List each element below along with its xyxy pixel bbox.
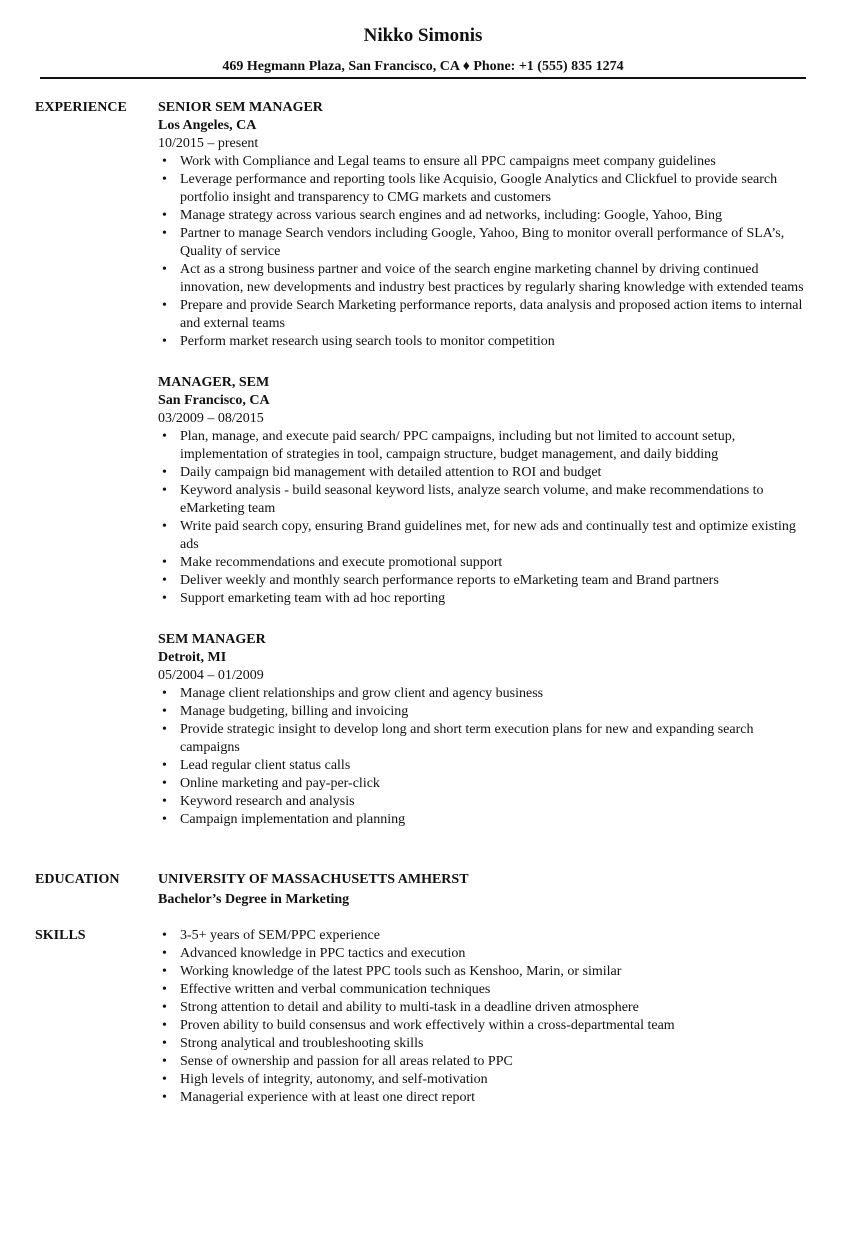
skills-heading: SKILLS [35,928,86,943]
bullet-item: • Daily campaign bid management with detailed attention to ROI and budget [158,464,808,482]
bullet-item: • Make recommendations and execute promotional support [158,554,808,572]
bullet-item: • Keyword research and analysis [158,793,808,811]
skill-item: • Working knowledge of the latest PPC tools such as Kenshoo, Marin, or similar [158,963,808,981]
job-dates: 03/2009 – 08/2015 [158,411,264,426]
job-location: Los Angeles, CA [158,118,257,133]
education-heading: EDUCATION [35,872,120,887]
skill-item: • Sense of ownership and passion for all areas related to PPC [158,1053,808,1071]
bullet-item: • Perform market research using search tools to monitor competition [158,333,808,351]
job-entry [158,631,808,829]
experience-heading: EXPERIENCE [35,100,127,115]
bullet-item: • Provide strategic insight to develop long and short term execution plans for new and expanding search campaigns [158,721,808,757]
job-title: MANAGER, SEM [158,375,270,390]
job-bullets [158,153,808,351]
bullet-item: • Partner to manage Search vendors including Google, Yahoo, Bing to monitor overall performance of SLA’s, Quality of service [158,225,808,261]
skill-item: • Managerial experience with at least one direct report [158,1089,808,1107]
job-dates: 10/2015 – present [158,136,259,151]
skill-item: • High levels of integrity, autonomy, and self-motivation [158,1071,808,1089]
job-title: SEM MANAGER [158,632,266,647]
job-entry [158,374,808,608]
bullet-item: • Keyword analysis - build seasonal keyword lists, analyze search volume, and make recommendations to eMarketing team [158,482,808,518]
bullet-item: • Manage strategy across various search engines and ad networks, including: Google, Yahoo, Bing [158,207,808,225]
bullet-item: • Write paid search copy, ensuring Brand guidelines met, for new ads and continually test and optimize existing ads [158,518,808,554]
bullet-item: • Act as a strong business partner and voice of the search engine marketing channel by driving continued innovation, new developments and industry best practices by regularly sharing knowledge with extended teams [158,261,808,297]
job-bullets [158,685,808,829]
job-location: Detroit, MI [158,650,227,665]
bullet-item: • Prepare and provide Search Marketing performance reports, data analysis and proposed action items to internal and external teams [158,297,808,333]
bullet-item: • Leverage performance and reporting tools like Acquisio, Google Analytics and Clickfuel to provide search portfolio insight and transparency to CMG markets and customers [158,171,808,207]
job-entry [158,99,808,351]
education-body [158,871,808,909]
bullet-item: • Deliver weekly and monthly search performance reports to eMarketing team and Brand partners [158,572,808,590]
experience-body [158,99,808,829]
bullet-item: • Support emarketing team with ad hoc reporting [158,590,808,608]
degree: Bachelor’s Degree in Marketing [158,892,350,907]
bullet-item: • Work with Compliance and Legal teams to ensure all PPC campaigns meet company guidelines [158,153,808,171]
bullet-item: • Manage budgeting, billing and invoicing [158,703,808,721]
bullet-item: • Campaign implementation and planning [158,811,808,829]
skill-item: • Proven ability to build consensus and work effectively within a cross-departmental team [158,1017,808,1035]
bullet-item: • Online marketing and pay-per-click [158,775,808,793]
skill-item: • 3-5+ years of SEM/PPC experience [158,927,808,945]
bullet-item: • Plan, manage, and execute paid search/ PPC campaigns, including but not limited to account setup, implementation of strategies in tool, campaign structure, budget management, and daily bidding [158,428,808,464]
skill-item: • Strong attention to detail and ability to multi-task in a deadline driven atmosphere [158,999,808,1017]
contact-line: 469 Hegmann Plaza, San Francisco, CA ♦ Phone: +1 (555) 835 1274 [222,59,624,74]
skill-item: • Strong analytical and troubleshooting skills [158,1035,808,1053]
header-divider [40,77,806,79]
job-dates: 05/2004 – 01/2009 [158,668,264,683]
job-title: SENIOR SEM MANAGER [158,100,323,115]
bullet-item: • Manage client relationships and grow client and agency business [158,685,808,703]
bullet-item: • Lead regular client status calls [158,757,808,775]
candidate-name: Nikko Simonis [363,25,483,46]
job-bullets [158,428,808,608]
job-location: San Francisco, CA [158,393,270,408]
skill-item: • Advanced knowledge in PPC tactics and execution [158,945,808,963]
school-name: UNIVERSITY OF MASSACHUSETTS AMHERST [158,872,469,887]
skills-list [158,927,808,1107]
skill-item: • Effective written and verbal communication techniques [158,981,808,999]
skills-body [158,927,808,1107]
